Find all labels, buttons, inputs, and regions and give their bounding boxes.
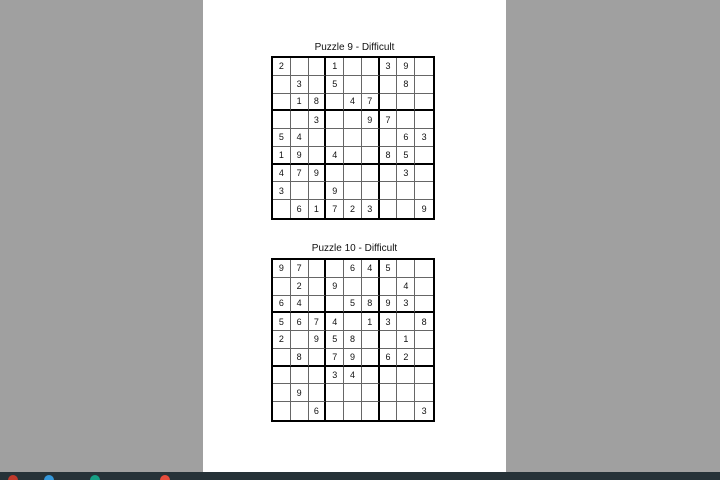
sudoku-cell: [326, 402, 344, 420]
sudoku-cell: 6: [273, 296, 291, 314]
sudoku-cell: [397, 384, 415, 402]
sudoku-cell: [380, 367, 398, 385]
sudoku-cell: [326, 129, 344, 147]
sudoku-cell: 3: [397, 296, 415, 314]
taskbar-app-icon[interactable]: [44, 475, 54, 480]
sudoku-cell: 7: [326, 200, 344, 218]
sudoku-cell: [273, 200, 291, 218]
sudoku-cell: 8: [309, 94, 327, 112]
sudoku-cell: 9: [344, 349, 362, 367]
document-page: [203, 0, 506, 472]
sudoku-cell: 9: [380, 296, 398, 314]
sudoku-cell: [344, 313, 362, 331]
sudoku-cell: [397, 94, 415, 112]
sudoku-cell: 8: [344, 331, 362, 349]
sudoku-cell: 9: [397, 58, 415, 76]
sudoku-cell: 4: [344, 94, 362, 112]
sudoku-cell: [291, 182, 309, 200]
sudoku-cell: [326, 165, 344, 183]
sudoku-cell: 5: [273, 313, 291, 331]
sudoku-cell: [326, 384, 344, 402]
sudoku-cell: 9: [291, 147, 309, 165]
sudoku-cell: 7: [362, 94, 380, 112]
sudoku-cell: [344, 165, 362, 183]
sudoku-cell: 1: [309, 200, 327, 218]
sudoku-cell: [362, 384, 380, 402]
puzzle-10-title: Puzzle 10 - Difficult: [311, 243, 398, 254]
sudoku-cell: [415, 165, 433, 183]
sudoku-cell: 1: [397, 331, 415, 349]
sudoku-cell: [273, 76, 291, 94]
sudoku-cell: [344, 278, 362, 296]
sudoku-cell: [309, 58, 327, 76]
sudoku-cell: [415, 331, 433, 349]
sudoku-cell: [362, 76, 380, 94]
sudoku-cell: 7: [309, 313, 327, 331]
sudoku-cell: [415, 260, 433, 278]
sudoku-cell: 1: [362, 313, 380, 331]
sudoku-cell: [309, 367, 327, 385]
sudoku-cell: [273, 111, 291, 129]
sudoku-cell: 1: [291, 94, 309, 112]
sudoku-cell: [273, 384, 291, 402]
sudoku-cell: [291, 402, 309, 420]
sudoku-cell: 5: [380, 260, 398, 278]
sudoku-cell: 5: [326, 76, 344, 94]
sudoku-cell: [326, 94, 344, 112]
sudoku-cell: [415, 76, 433, 94]
sudoku-cell: 6: [344, 260, 362, 278]
sudoku-cell: 4: [273, 165, 291, 183]
sudoku-cell: 4: [291, 129, 309, 147]
sudoku-cell: [309, 260, 327, 278]
sudoku-cell: [362, 367, 380, 385]
sudoku-cell: 2: [397, 349, 415, 367]
sudoku-cell: 5: [397, 147, 415, 165]
sudoku-cell: 2: [291, 278, 309, 296]
sudoku-cell: 4: [344, 367, 362, 385]
sudoku-cell: 7: [291, 260, 309, 278]
sudoku-cell: 4: [291, 296, 309, 314]
sudoku-cell: [380, 402, 398, 420]
sudoku-cell: 5: [273, 129, 291, 147]
sudoku-cell: [380, 278, 398, 296]
sudoku-cell: [415, 94, 433, 112]
sudoku-cell: 9: [421, 204, 427, 215]
sudoku-cell: 9: [362, 111, 380, 129]
sudoku-cell: 8: [415, 313, 433, 331]
sudoku-cell: [380, 182, 398, 200]
sudoku-cell: 7: [380, 111, 398, 129]
sudoku-cell: 9: [326, 182, 344, 200]
sudoku-cell: [362, 165, 380, 183]
sudoku-cell: [273, 278, 291, 296]
sudoku-cell: [344, 182, 362, 200]
sudoku-cell: [380, 384, 398, 402]
sudoku-cell: 3: [380, 58, 398, 76]
sudoku-cell: [397, 367, 415, 385]
sudoku-cell: [344, 76, 362, 94]
sudoku-cell: [273, 349, 291, 367]
sudoku-cell: [273, 402, 291, 420]
sudoku-cell: 2: [273, 331, 291, 349]
sudoku-cell: 2: [273, 58, 291, 76]
sudoku-cell: 3: [362, 200, 380, 218]
sudoku-cell: [415, 111, 433, 129]
sudoku-cell: [397, 402, 415, 420]
sudoku-cell: [344, 147, 362, 165]
sudoku-cell: [273, 94, 291, 112]
sudoku-cell: [362, 331, 380, 349]
sudoku-cell: 6: [397, 129, 415, 147]
sudoku-cell: [380, 76, 398, 94]
sudoku-cell: [344, 384, 362, 402]
sudoku-cell: 9: [291, 384, 309, 402]
puzzle-10-grid: [271, 258, 435, 422]
sudoku-cell: [415, 58, 433, 76]
sudoku-cell: [309, 296, 327, 314]
sudoku-cell: [291, 58, 309, 76]
sudoku-cell: [380, 94, 398, 112]
sudoku-cell: 9: [326, 278, 344, 296]
sudoku-cell: 6: [309, 402, 327, 420]
sudoku-cell: [362, 402, 380, 420]
sudoku-cell: 8: [380, 147, 398, 165]
sudoku-cell: 3: [309, 111, 327, 129]
taskbar-app-icon[interactable]: [8, 475, 18, 480]
sudoku-cell: [415, 367, 433, 385]
sudoku-cell: [309, 129, 327, 147]
sudoku-cell: 3: [415, 129, 433, 147]
sudoku-cell: [380, 200, 398, 218]
sudoku-cell: 1: [273, 147, 291, 165]
sudoku-cell: 6: [291, 200, 309, 218]
sudoku-cell: [415, 349, 433, 367]
sudoku-cell: [362, 182, 380, 200]
sudoku-cell: [362, 147, 380, 165]
sudoku-cell: [273, 367, 291, 385]
sudoku-cell: [415, 278, 433, 296]
sudoku-cell: [309, 182, 327, 200]
sudoku-cell: [326, 260, 344, 278]
sudoku-cell: [344, 402, 362, 420]
taskbar: [0, 472, 720, 480]
sudoku-cell: 6: [291, 313, 309, 331]
sudoku-cell: 7: [291, 165, 309, 183]
taskbar-app-icon[interactable]: [160, 475, 170, 480]
sudoku-cell: [309, 349, 327, 367]
sudoku-cell: [344, 111, 362, 129]
sudoku-cell: 2: [344, 200, 362, 218]
sudoku-cell: [291, 111, 309, 129]
sudoku-cell: 8: [397, 76, 415, 94]
sudoku-cell: [397, 200, 415, 218]
sudoku-cell: [291, 331, 309, 349]
sudoku-cell: [380, 331, 398, 349]
sudoku-cell: [380, 165, 398, 183]
sudoku-cell: 3: [273, 182, 291, 200]
sudoku-cell: [397, 313, 415, 331]
sudoku-cell: 6: [380, 349, 398, 367]
sudoku-cell: 7: [326, 349, 344, 367]
sudoku-cell: [380, 129, 398, 147]
sudoku-cell: [415, 296, 433, 314]
sudoku-cell: [415, 384, 433, 402]
sudoku-cell: 3: [421, 406, 427, 417]
sudoku-cell: 4: [326, 313, 344, 331]
sudoku-cell: [326, 111, 344, 129]
sudoku-cell: [397, 182, 415, 200]
sudoku-cell: 4: [397, 278, 415, 296]
sudoku-cell: 8: [362, 296, 380, 314]
sudoku-cell: [309, 76, 327, 94]
puzzle-9-title: Puzzle 9 - Difficult: [314, 42, 395, 53]
sudoku-cell: 3: [380, 313, 398, 331]
sudoku-cell: [344, 129, 362, 147]
sudoku-cell: 9: [273, 260, 291, 278]
sudoku-cell: 5: [344, 296, 362, 314]
taskbar-app-icon[interactable]: [90, 475, 100, 480]
sudoku-cell: 4: [326, 147, 344, 165]
sudoku-cell: [291, 367, 309, 385]
sudoku-cell: [362, 349, 380, 367]
sudoku-cell: [326, 296, 344, 314]
sudoku-cell: 3: [326, 367, 344, 385]
puzzle-9-grid: [271, 56, 435, 220]
sudoku-cell: 5: [326, 331, 344, 349]
sudoku-cell: 8: [291, 349, 309, 367]
sudoku-cell: [344, 58, 362, 76]
sudoku-cell: [309, 278, 327, 296]
sudoku-cell: 9: [309, 331, 327, 349]
sudoku-cell: [415, 182, 433, 200]
sudoku-cell: [397, 260, 415, 278]
sudoku-cell: 1: [326, 58, 344, 76]
sudoku-cell: [309, 147, 327, 165]
sudoku-cell: [309, 384, 327, 402]
sudoku-cell: [415, 147, 433, 165]
sudoku-cell: 3: [291, 76, 309, 94]
sudoku-cell: 9: [309, 165, 327, 183]
sudoku-cell: [362, 278, 380, 296]
sudoku-cell: 3: [397, 165, 415, 183]
sudoku-cell: [362, 58, 380, 76]
sudoku-cell: [362, 129, 380, 147]
sudoku-cell: 4: [362, 260, 380, 278]
sudoku-cell: [397, 111, 415, 129]
